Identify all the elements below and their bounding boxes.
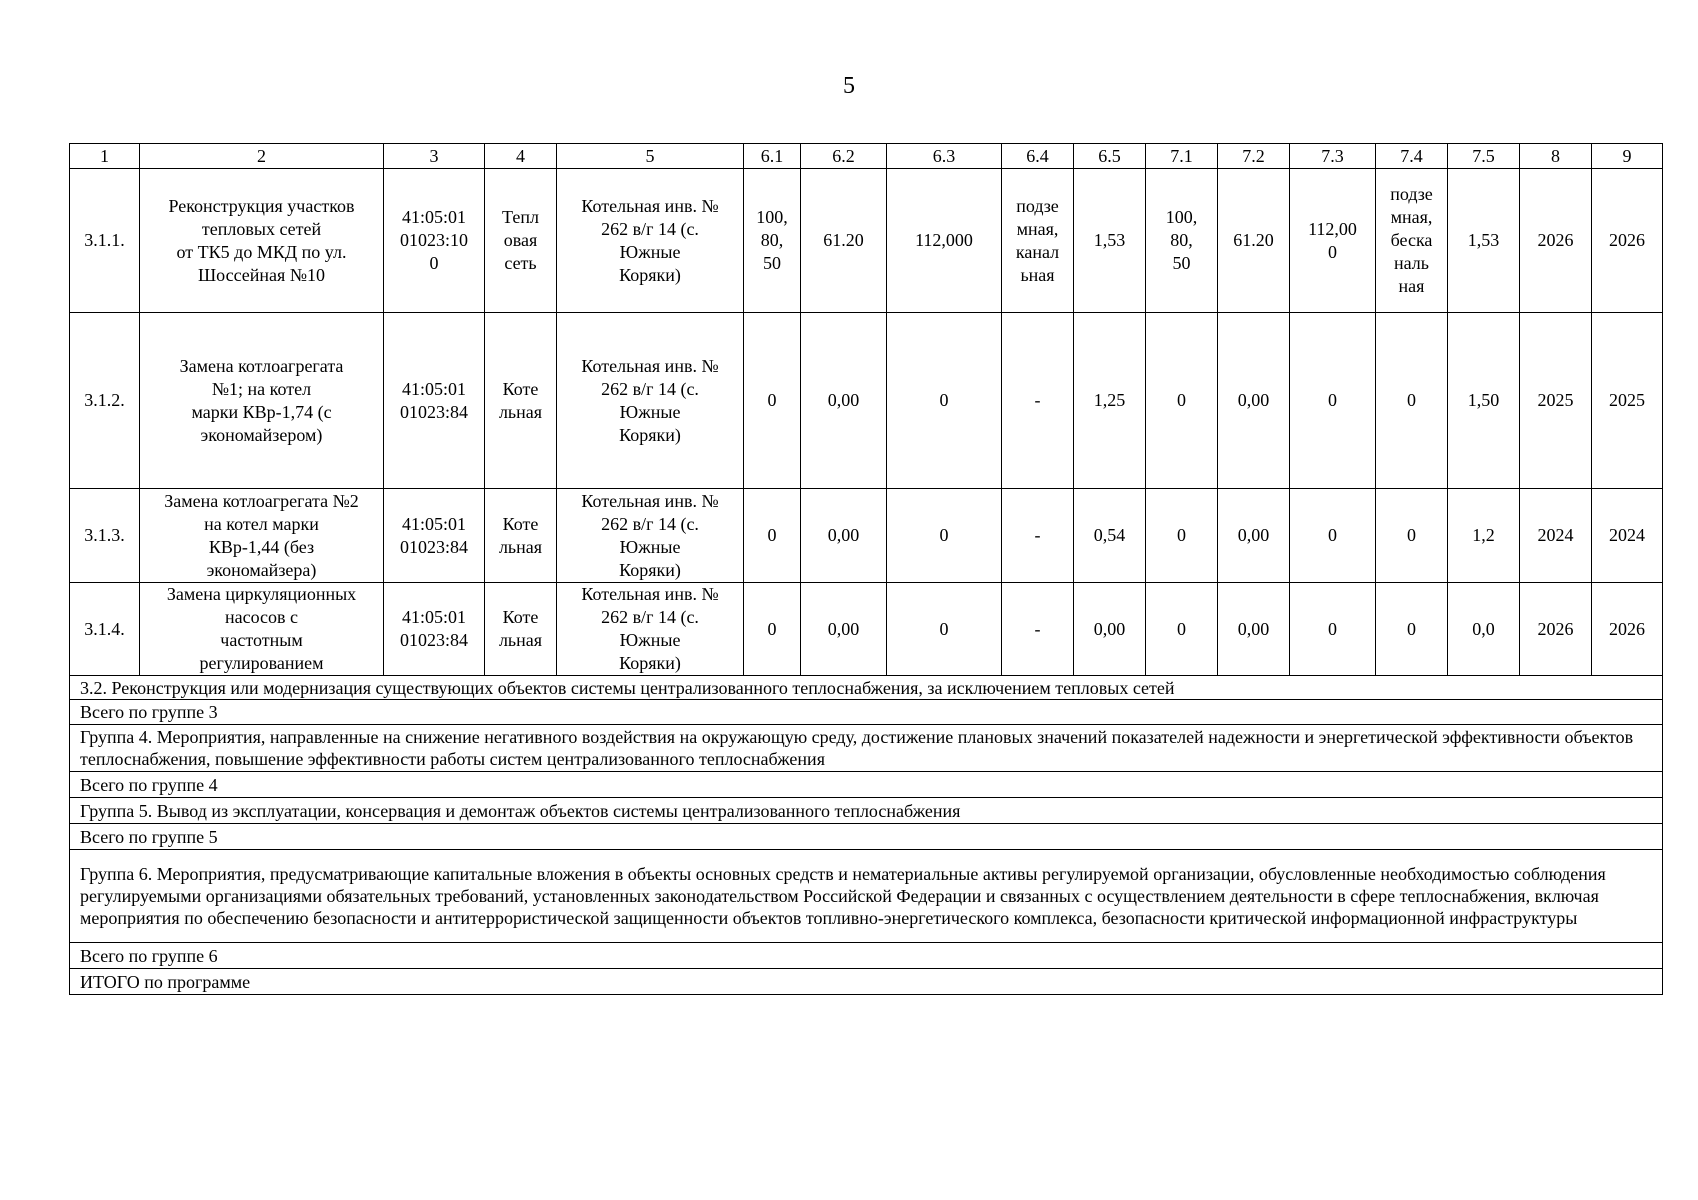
cell-7-5: 1,2 bbox=[1448, 489, 1520, 583]
cell-7-4: 0 bbox=[1376, 313, 1448, 489]
cell-9: 2026 bbox=[1592, 583, 1663, 676]
cell-7-3: 0 bbox=[1290, 489, 1376, 583]
cell-number: 3.1.1. bbox=[70, 169, 140, 313]
cell-6-1: 0 bbox=[744, 583, 801, 676]
cell-6-5: 1,25 bbox=[1074, 313, 1146, 489]
cell-7-3: 0 bbox=[1290, 313, 1376, 489]
cell-7-5: 1,50 bbox=[1448, 313, 1520, 489]
header-cell: 4 bbox=[485, 144, 557, 169]
cell-number: 3.1.2. bbox=[70, 313, 140, 489]
cell-7-3: 0 bbox=[1290, 583, 1376, 676]
table-row bbox=[70, 169, 1663, 313]
cell-7-2: 0,00 bbox=[1218, 313, 1290, 489]
cell-8: 2026 bbox=[1520, 169, 1592, 313]
cell-8: 2024 bbox=[1520, 489, 1592, 583]
header-cell: 6.5 bbox=[1074, 144, 1146, 169]
cell-6-3: 112,000 bbox=[887, 169, 1002, 313]
grand-total-text: ИТОГО по программе bbox=[70, 969, 1663, 995]
cell-6-4: подзе мная, канал ьная bbox=[1002, 169, 1074, 313]
cell-7-2: 61.20 bbox=[1218, 169, 1290, 313]
header-cell: 6.2 bbox=[801, 144, 887, 169]
cell-7-4: 0 bbox=[1376, 489, 1448, 583]
header-cell: 7.1 bbox=[1146, 144, 1218, 169]
cell-6-1: 0 bbox=[744, 489, 801, 583]
cell-type: Коте льная bbox=[485, 583, 557, 676]
cell-6-5: 1,53 bbox=[1074, 169, 1146, 313]
cell-6-1: 0 bbox=[744, 313, 801, 489]
cell-7-5: 0,0 bbox=[1448, 583, 1520, 676]
total-text: Всего по группе 5 bbox=[70, 824, 1663, 850]
header-cell: 3 bbox=[384, 144, 485, 169]
cell-6-3: 0 bbox=[887, 313, 1002, 489]
cell-7-5: 1,53 bbox=[1448, 169, 1520, 313]
cell-6-2: 61.20 bbox=[801, 169, 887, 313]
cell-7-1: 100, 80, 50 bbox=[1146, 169, 1218, 313]
cell-6-2: 0,00 bbox=[801, 489, 887, 583]
total-text: Всего по группе 6 bbox=[70, 943, 1663, 969]
header-cell: 6.1 bbox=[744, 144, 801, 169]
header-cell: 8 bbox=[1520, 144, 1592, 169]
header-cell: 7.2 bbox=[1218, 144, 1290, 169]
total-row bbox=[70, 943, 1663, 969]
cell-number: 3.1.4. bbox=[70, 583, 140, 676]
cell-8: 2026 bbox=[1520, 583, 1592, 676]
total-text: Всего по группе 3 bbox=[70, 700, 1663, 725]
cell-6-2: 0,00 bbox=[801, 313, 887, 489]
header-cell: 6.3 bbox=[887, 144, 1002, 169]
cell-8: 2025 bbox=[1520, 313, 1592, 489]
grand-total-row bbox=[70, 969, 1663, 995]
cell-6-1: 100, 80, 50 bbox=[744, 169, 801, 313]
header-cell: 7.5 bbox=[1448, 144, 1520, 169]
total-row bbox=[70, 824, 1663, 850]
cell-cadastral: 41:05:01 01023:84 bbox=[384, 313, 485, 489]
cell-cadastral: 41:05:01 01023:10 0 bbox=[384, 169, 485, 313]
cell-name: Замена циркуляционных насосов с частотным регулированием bbox=[140, 583, 384, 676]
cell-name: Замена котлоагрегата №1; на котел марки КВр-1,74 (с экономайзером) bbox=[140, 313, 384, 489]
cell-6-5: 0,54 bbox=[1074, 489, 1146, 583]
header-cell: 5 bbox=[557, 144, 744, 169]
table-row bbox=[70, 583, 1663, 676]
cell-location: Котельная инв. № 262 в/г 14 (с. Южные Коряки) bbox=[557, 583, 744, 676]
cell-number: 3.1.3. bbox=[70, 489, 140, 583]
total-row bbox=[70, 772, 1663, 798]
cell-7-2: 0,00 bbox=[1218, 583, 1290, 676]
cell-9: 2025 bbox=[1592, 313, 1663, 489]
cell-6-3: 0 bbox=[887, 489, 1002, 583]
section-text: 3.2. Реконструкция или модернизация существующих объектов системы централизованного теплоснабжения, за исключением тепловых сетей bbox=[70, 676, 1663, 700]
table-row bbox=[70, 489, 1663, 583]
table-row bbox=[70, 313, 1663, 489]
total-row bbox=[70, 700, 1663, 725]
header-cell: 7.3 bbox=[1290, 144, 1376, 169]
cell-location: Котельная инв. № 262 в/г 14 (с. Южные Коряки) bbox=[557, 169, 744, 313]
section-row bbox=[70, 850, 1663, 943]
cell-7-1: 0 bbox=[1146, 313, 1218, 489]
page-number: 5 bbox=[843, 73, 855, 99]
section-row bbox=[70, 725, 1663, 772]
cell-6-4: - bbox=[1002, 489, 1074, 583]
cell-cadastral: 41:05:01 01023:84 bbox=[384, 489, 485, 583]
cell-7-3: 112,00 0 bbox=[1290, 169, 1376, 313]
program-table bbox=[69, 143, 1663, 995]
cell-7-2: 0,00 bbox=[1218, 489, 1290, 583]
cell-6-2: 0,00 bbox=[801, 583, 887, 676]
cell-location: Котельная инв. № 262 в/г 14 (с. Южные Коряки) bbox=[557, 489, 744, 583]
cell-9: 2026 bbox=[1592, 169, 1663, 313]
cell-type: Тепл овая сеть bbox=[485, 169, 557, 313]
header-cell: 7.4 bbox=[1376, 144, 1448, 169]
section-row bbox=[70, 676, 1663, 700]
cell-type: Коте льная bbox=[485, 313, 557, 489]
total-text: Всего по группе 4 bbox=[70, 772, 1663, 798]
cell-9: 2024 bbox=[1592, 489, 1663, 583]
header-cell: 2 bbox=[140, 144, 384, 169]
cell-6-4: - bbox=[1002, 313, 1074, 489]
cell-7-4: подзе мная, беска наль ная bbox=[1376, 169, 1448, 313]
header-cell: 1 bbox=[70, 144, 140, 169]
cell-7-1: 0 bbox=[1146, 489, 1218, 583]
header-row bbox=[70, 144, 1663, 169]
cell-6-3: 0 bbox=[887, 583, 1002, 676]
cell-7-4: 0 bbox=[1376, 583, 1448, 676]
section-text: Группа 4. Мероприятия, направленные на снижение негативного воздействия на окружающую среду, достижение плановых значений показателей надежности и энергетической эффективности объектов теплоснабжения, повышение эффективности работы систем централизованного теплоснабжения bbox=[70, 725, 1663, 772]
cell-cadastral: 41:05:01 01023:84 bbox=[384, 583, 485, 676]
cell-location: Котельная инв. № 262 в/г 14 (с. Южные Коряки) bbox=[557, 313, 744, 489]
section-text: Группа 6. Мероприятия, предусматривающие капитальные вложения в объекты основных средств и нематериальные активы регулируемой организации, обусловленные необходимостью соблюдения регулируемыми организациями обязательных требований, установленных законодательством Российской Федерации и связанных с осуществлением деятельности в сфере теплоснабжения, включая мероприятия по обеспечению безопасности и антитеррористической защищенности объектов топливно-энергетического комплекса, безопасности критической информационной инфраструктуры bbox=[70, 850, 1663, 943]
cell-6-5: 0,00 bbox=[1074, 583, 1146, 676]
cell-name: Замена котлоагрегата №2 на котел марки КВр-1,44 (без экономайзера) bbox=[140, 489, 384, 583]
cell-name: Реконструкция участков тепловых сетей от ТК5 до МКД по ул. Шоссейная №10 bbox=[140, 169, 384, 313]
header-cell: 9 bbox=[1592, 144, 1663, 169]
cell-type: Коте льная bbox=[485, 489, 557, 583]
cell-6-4: - bbox=[1002, 583, 1074, 676]
section-row bbox=[70, 798, 1663, 824]
header-cell: 6.4 bbox=[1002, 144, 1074, 169]
cell-7-1: 0 bbox=[1146, 583, 1218, 676]
section-text: Группа 5. Вывод из эксплуатации, консервация и демонтаж объектов системы централизованного теплоснабжения bbox=[70, 798, 1663, 824]
